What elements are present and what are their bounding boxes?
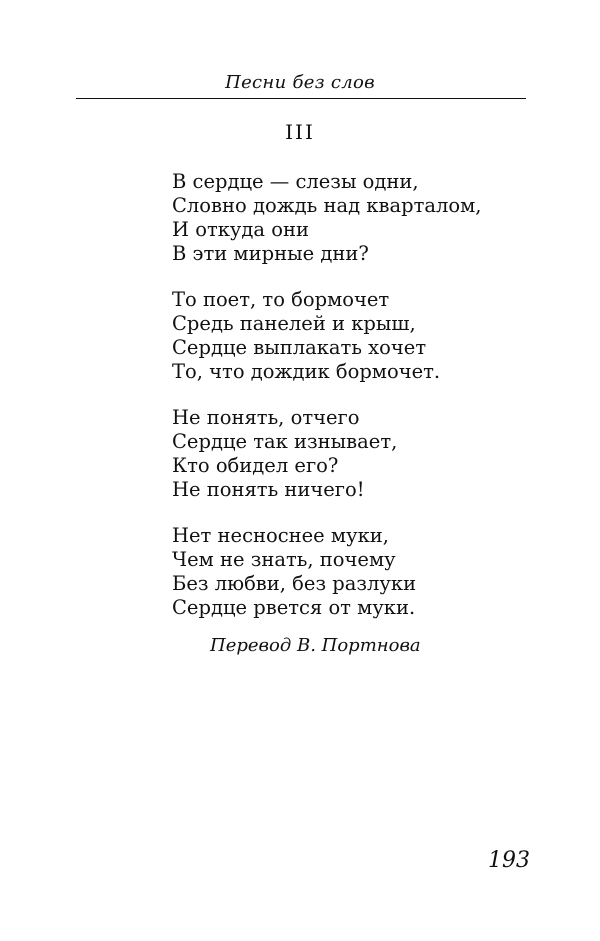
poem-line: Словно дождь над кварталом, (172, 194, 482, 217)
poem-line: Сердце рвется от муки. (172, 596, 416, 619)
header-rule (76, 98, 526, 99)
poem-line: Сердце так изнывает, (172, 430, 398, 453)
poem-line: Кто обидел его? (172, 454, 339, 477)
section-number: III (285, 120, 315, 144)
running-head: Песни без слов (225, 72, 375, 93)
poem-line: И откуда они (172, 218, 309, 241)
poem-line: Сердце выплакать хочет (172, 336, 427, 359)
poem-line: В сердце — слезы одни, (172, 170, 419, 193)
poem-line: То поет, то бормочет (172, 288, 390, 311)
poem-line: Не понять ничего! (172, 478, 365, 501)
poem-line: Не понять, отчего (172, 406, 360, 429)
poem-line: Чем не знать, почему (172, 548, 396, 571)
poem-line: Нет несноснее муки, (172, 524, 389, 547)
translator-credit: Перевод В. Портнова (210, 635, 421, 656)
poem-line: То, что дождик бормочет. (172, 360, 441, 383)
poem-line: Без любви, без разлуки (172, 572, 417, 595)
poem-line: В эти мирные дни? (172, 242, 369, 265)
page-number: 193 (488, 848, 530, 873)
poem-line: Средь панелей и крыш, (172, 312, 416, 335)
